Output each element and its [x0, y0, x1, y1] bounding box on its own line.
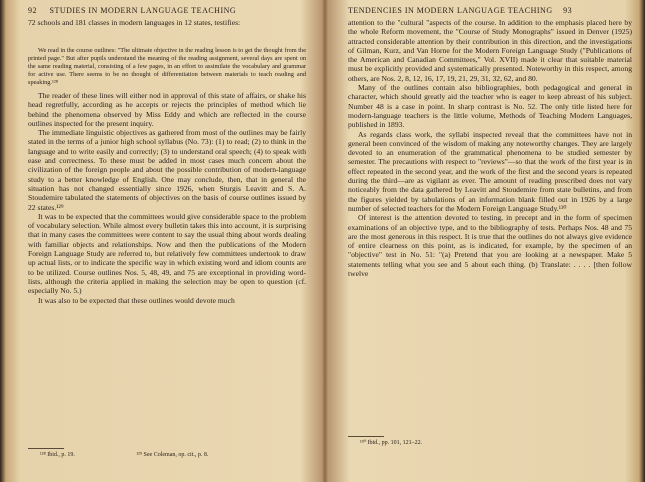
right-running-head	[348, 6, 572, 15]
paragraph: attention to the "cultural "aspects of the course. In addition to the emphasis placed here by the whole Reform movement, the "Course of Study Monographs" issued in Denver (1925) attracted considerable attention by their contribution in this direction, and the investigations of Gilman, Kurz, and Van Horne for the Modern Foreign Language Study ("Publications of the American and Canadian Committees," Vol. XVII) made it clear that suitable material must be explicitly provided and systematically presented. Noteworthy in this respect, among others, are Nos. 2, 8, 12, 16, 17, 19, 21, 29, 31, 32, 62, and 80.	[348, 18, 632, 83]
left-footnotes	[40, 452, 268, 459]
left-body-text	[28, 44, 306, 305]
left-running-head	[28, 6, 236, 15]
paragraph: It was to be expected that the committees would give considerable space to the problem of vocabulary selection. While almost every bulletin takes this into account, it is surprising that in many cases the committees were content to say the usual thing about words dealing with familiar objects and relationships. Now and then the publications of the Modern Foreign Language Study are referred to, but relatively few committees undertook to draw up actual lists, or to indicate the specific way in which existing word and idiom counts are to be utilized. Course outlines Nos. 5, 48, 49, and 75 are exceptional in providing word-lists, although the criteria applied in making the selection may be open to question (cf. especially No. 5.)	[28, 211, 306, 296]
footnote: ¹²⁹ See Coleman, op. cit., p. 8.	[136, 452, 209, 458]
paragraph: The reader of these lines will either nod in approval of this state of affairs, or shake his head regretfully, according as he accepts or rejects the principles of method which lie behind the phenomena observed by Miss Eddy and which are reflected in the course outlines inspected for the present inquiry.	[28, 91, 306, 128]
right-footnotes	[360, 440, 422, 447]
right-page	[324, 0, 645, 482]
paragraph: Many of the outlines contain also bibliographies, both pedagogical and general in character, which should greatly aid the teacher who is eager to keep abreast of his subject. Number 48 is a case in point. In sharp contrast is No. 52. The only title listed here for modern-language teachers is the little volume, Methods of Teaching Modern Languages, published in 1893.	[348, 83, 632, 130]
paragraph: It was also to be expected that these outlines would devote much	[38, 295, 235, 305]
footnote: ¹³⁰ Ibid., pp. 101, 121–22.	[360, 440, 423, 446]
right-body-text	[348, 18, 632, 278]
footnote-rule	[28, 448, 64, 449]
right-page-number: 93	[563, 6, 573, 15]
left-page-number: 92	[28, 6, 37, 15]
paragraph: As regards class work, the syllabi inspected reveal that the committees have not in general been convinced of the wisdom of making any noteworthy changes. They are largely devoted to an enumeration of the grammatical phenomena to be studied semester by semester. The precautions with respect to "reviews"—so that the work of the first year is in effect repeated in the second year, and the work of the first and the second years is repeated during the third—are as vigilant as ever. The amount of reading prescribed does not vary noticeably from the data gathered by Leavitt and Stoudemire from state bulletins, and from the figures yielded by tabulations of an information blank filled out in 1926 by a large number of selected teachers for the Modern Foreign Language Study.¹³⁰	[348, 129, 632, 213]
footnote-rule	[348, 436, 384, 437]
footnote: ¹²⁸ Ibid., p. 19.	[40, 452, 75, 458]
left-running-title: STUDIES IN MODERN LANGUAGE TEACHING	[49, 6, 237, 15]
paragraph: Of interest is the attention devoted to testing, in precept and in the form of specimen examinations of an objective type, and to the bibliography of tests. Perhaps Nos. 48 and 75 are the most generous in this respect. It is true that the outlines do not always give evidence of entire clearness on this point, as is indicated, for example, by the specimen of an "objective" test in No. 51: "(a) Pretend that you are looking at a newspaper. Make 5 statements telling what you see and 5 about each thing. (b) Translate: . . . . [then follow twelve	[348, 213, 632, 279]
right-running-title: TENDENCIES IN MODERN LANGUAGE TEACHING	[348, 6, 553, 15]
paragraph: The immediate linguistic objectives as gathered from most of the outlines may be fairly stated in the terms of a junior high school syllabus (No. 73): (1) to read; (2) to think in the language and to write easily and correctly; (3) to understand oral speech; (4) to speak with ease and correctness. To these must be added in most cases much concern about the civilization of the foreign people and about the possible contribution of modern-language study to a better knowledge of English. One may conclude, then, that in general the situation has not changed essentially since 1926, when Sturgis Leavitt and S. A. Stoudemire tabulated the statements of objectives on the basis of course outlines issued by 22 states.¹²⁹	[28, 128, 306, 212]
left-opening-line: 72 schools and 181 classes in modern languages in 12 states, testifies:	[28, 18, 241, 27]
block-quote: We read in the course outlines: "The ultimate objective in the reading lesson is to get the thought from the printed page." But after pupils understand the meaning of the reading assignment, several days are spent on the same reading material, consisting of a few pages, in an effort to assimilate the vocabulary and grammar for active use. There seems to be no thought of differentiation between materials to teach reading and speaking.¹²⁸	[28, 47, 306, 86]
